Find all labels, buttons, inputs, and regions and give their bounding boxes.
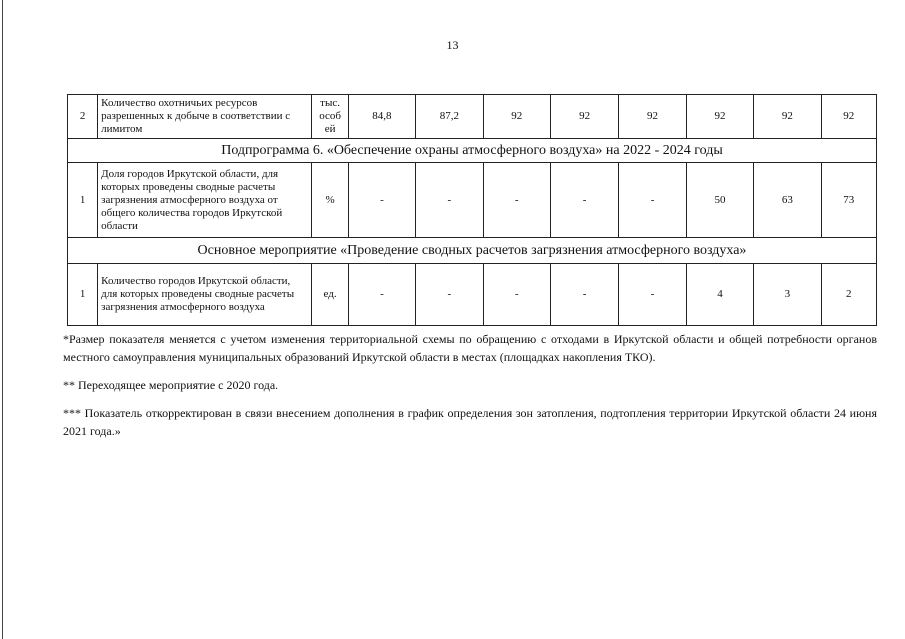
indicators-table [67,94,877,326]
value-cell: 4 [686,264,753,326]
table-row [68,264,877,326]
indicator-name: Количество городов Иркутской области, для которых проведены сводные расчеты загрязнения атмосферного воздуха [98,264,312,326]
subprogram-heading: Подпрограмма 6. «Обеспечение охраны атмосферного воздуха» на 2022 - 2024 годы [68,139,877,163]
left-margin-rule [2,0,3,639]
row-number: 1 [68,163,98,238]
section-heading-row [68,238,877,264]
footnote-2: ** Переходящее мероприятие с 2020 года. [63,378,279,392]
value-cell: - [550,163,618,238]
row-number: 1 [68,264,98,326]
indicator-unit: % [312,163,348,238]
footnote-1: *Размер показателя меняется с учетом изменения территориальной схемы по обращению с отходами в Иркутской области и общей потребности органов местного самоуправления муниципальных образований Иркутской области в местах (площадках накопления ТКО). [63,332,877,364]
footnote-3: *** Показатель откорректирован в связи внесением дополнения в график определения зон затопления, подтопления территории Иркутской области 24 июня 2021 года.» [63,406,877,438]
row-number: 2 [68,95,98,139]
value-cell: - [550,264,618,326]
main-activity-heading: Основное мероприятие «Проведение сводных расчетов загрязнения атмосферного воздуха» [68,238,877,264]
value-cell: - [348,264,415,326]
indicator-name: Доля городов Иркутской области, для которых проведены сводные расчеты загрязнения атмосферного воздуха от общего количества городов Иркутской области [98,163,312,238]
value-cell: 84,8 [348,95,415,139]
value-cell: 92 [483,95,550,139]
value-cell: 73 [821,163,876,238]
indicator-name: Количество охотничьих ресурсов разрешенных к добыче в соответствии с лимитом [98,95,312,139]
value-cell: 92 [550,95,618,139]
value-cell: - [416,264,483,326]
value-cell: 63 [754,163,821,238]
value-cell: - [348,163,415,238]
value-cell: 92 [821,95,876,139]
table-row [68,163,877,238]
value-cell: - [619,163,686,238]
value-cell: 92 [619,95,686,139]
value-cell: 87,2 [416,95,483,139]
value-cell: - [416,163,483,238]
value-cell: 2 [821,264,876,326]
indicator-unit: тыс. особ ей [312,95,348,139]
value-cell: 92 [686,95,753,139]
page-number: 13 [446,38,459,52]
value-cell: 3 [754,264,821,326]
footnotes [63,330,877,440]
value-cell: - [619,264,686,326]
table-row [68,95,877,139]
value-cell: - [483,163,550,238]
indicator-unit: ед. [312,264,348,326]
value-cell: 92 [754,95,821,139]
section-heading-row [68,139,877,163]
value-cell: 50 [686,163,753,238]
value-cell: - [483,264,550,326]
